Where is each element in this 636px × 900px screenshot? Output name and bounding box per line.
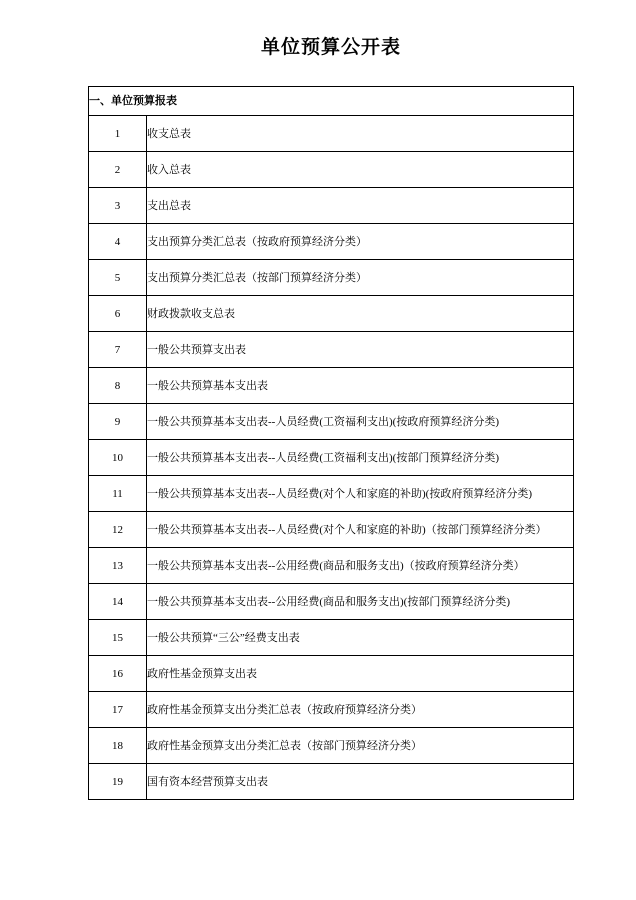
row-number: 18	[89, 728, 147, 764]
table-row	[89, 296, 574, 332]
row-number: 11	[89, 476, 147, 512]
row-number: 16	[89, 656, 147, 692]
row-number: 4	[89, 224, 147, 260]
row-number: 7	[89, 332, 147, 368]
table-row	[89, 764, 574, 800]
report-name: 收支总表	[147, 116, 574, 152]
report-name: 支出预算分类汇总表（按部门预算经济分类）	[147, 260, 574, 296]
row-number: 10	[89, 440, 147, 476]
table-section-header-row	[89, 87, 574, 116]
table-row	[89, 332, 574, 368]
report-name: 政府性基金预算支出表	[147, 656, 574, 692]
table-row	[89, 260, 574, 296]
report-name: 一般公共预算基本支出表--公用经费(商品和服务支出)（按政府预算经济分类）	[147, 548, 574, 584]
report-name: 财政拨款收支总表	[147, 296, 574, 332]
row-number: 6	[89, 296, 147, 332]
table-row	[89, 692, 574, 728]
table-row	[89, 512, 574, 548]
table-row	[89, 440, 574, 476]
report-name: 一般公共预算“三公”经费支出表	[147, 620, 574, 656]
table-row	[89, 404, 574, 440]
table-row	[89, 620, 574, 656]
table-row	[89, 188, 574, 224]
table-row	[89, 476, 574, 512]
row-number: 1	[89, 116, 147, 152]
table-row	[89, 116, 574, 152]
table-row	[89, 224, 574, 260]
report-name: 一般公共预算基本支出表--人员经费(对个人和家庭的补助)（按部门预算经济分类）	[147, 512, 574, 548]
row-number: 2	[89, 152, 147, 188]
row-number: 13	[89, 548, 147, 584]
report-name: 支出预算分类汇总表（按政府预算经济分类）	[147, 224, 574, 260]
report-name: 政府性基金预算支出分类汇总表（按部门预算经济分类）	[147, 728, 574, 764]
report-name: 政府性基金预算支出分类汇总表（按政府预算经济分类）	[147, 692, 574, 728]
row-number: 12	[89, 512, 147, 548]
budget-report-table	[88, 86, 574, 800]
report-name: 支出总表	[147, 188, 574, 224]
table-row	[89, 548, 574, 584]
report-name: 收入总表	[147, 152, 574, 188]
row-number: 14	[89, 584, 147, 620]
report-name: 一般公共预算基本支出表--人员经费(工资福利支出)(按部门预算经济分类)	[147, 440, 574, 476]
row-number: 15	[89, 620, 147, 656]
row-number: 3	[89, 188, 147, 224]
table-row	[89, 152, 574, 188]
row-number: 8	[89, 368, 147, 404]
report-name: 一般公共预算基本支出表--人员经费(对个人和家庭的补助)(按政府预算经济分类)	[147, 476, 574, 512]
report-name: 一般公共预算基本支出表--人员经费(工资福利支出)(按政府预算经济分类)	[147, 404, 574, 440]
page-title: 单位预算公开表	[260, 37, 401, 58]
report-name: 一般公共预算支出表	[147, 332, 574, 368]
table-row	[89, 728, 574, 764]
row-number: 5	[89, 260, 147, 296]
table-row	[89, 368, 574, 404]
row-number: 9	[89, 404, 147, 440]
table-row	[89, 656, 574, 692]
table-row	[89, 584, 574, 620]
row-number: 17	[89, 692, 147, 728]
report-name: 国有资本经营预算支出表	[147, 764, 574, 800]
section-header-cell: 一、单位预算报表	[89, 87, 574, 116]
report-name: 一般公共预算基本支出表	[147, 368, 574, 404]
report-name: 一般公共预算基本支出表--公用经费(商品和服务支出)(按部门预算经济分类)	[147, 584, 574, 620]
row-number: 19	[89, 764, 147, 800]
